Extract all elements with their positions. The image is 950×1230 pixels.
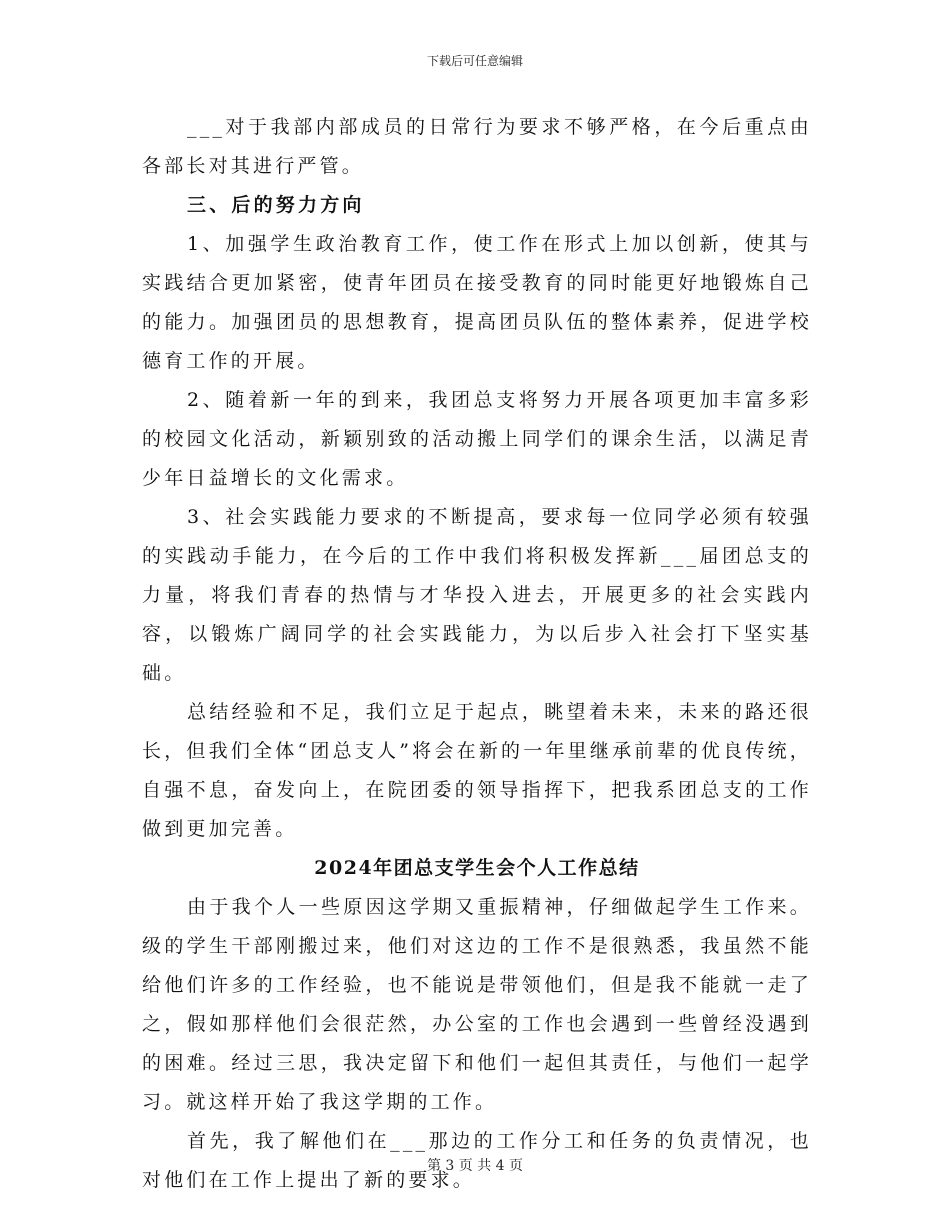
paragraph-personal-intro: 由于我个人一些原因这学期又重振精神，仔细做起学生工作来。级的学生干部刚搬过来，他们对这边的工作不是很熟悉，我虽然不能给他们许多的工作经验，也不能说是带领他们，但是我不能就一走了之，假如那样他们会很茫然，办公室的工作也会遇到一些曾经没遇到的困难。经过三思，我决定留下和他们一起但其责任，与他们一起学习。就这样开始了我这学期的工作。 xyxy=(142,896,812,1113)
paragraph-political-education: 1、加强学生政治教育工作，使工作在形式上加以创新，使其与实践结合更加紧密，使青年团员在接受教育的同时能更好地锻炼自己的能力。加强团员的思想教育，提高团员队伍的整体素养，促进学校德育工作的开展。 xyxy=(142,233,812,372)
document-body xyxy=(142,108,812,1200)
paragraph-campus-culture: 2、随着新一年的到来，我团总支将努力开展各项更加丰富多彩的校园文化活动，新颖别致的活动搬上同学们的课余生活，以满足青少年日益增长的文化需求。 xyxy=(142,389,812,489)
page-number: 第 3 页 共 4 页 xyxy=(426,1158,524,1174)
paragraph-member-conduct: ___对于我部内部成员的日常行为要求不够严格，在今后重点由各部长对其进行严管。 xyxy=(142,116,812,177)
section-heading-future-direction: 三、后的努力方向 xyxy=(187,194,365,216)
paragraph-first-step: 首先，我了解他们在___那边的工作分工和任务的负责情况，也对他们在工作上提出了新的要求。 xyxy=(142,1130,812,1191)
paragraph-conclusion: 总结经验和不足，我们立足于起点，眺望着未来，未来的路还很长，但我们全体“团总支人”将会在新的一年里继承前辈的优良传统，自强不息，奋发向上，在院团委的领导指挥下，把我系团总支的工作做到更加完善。 xyxy=(142,701,812,840)
page-header: 下载后可任意编辑 xyxy=(426,54,523,68)
document-title: 2024年团总支学生会个人工作总结 xyxy=(314,857,640,879)
paragraph-social-practice: 3、社会实践能力要求的不断提高，要求每一位同学必须有较强的实践动手能力，在今后的工作中我们将积极发挥新___届团总支的力量，将我们青春的热情与才华投入进去，开展更多的社会实践内容，以锻炼广阔同学的社会实践能力，为以后步入社会打下坚实基础。 xyxy=(142,506,812,684)
